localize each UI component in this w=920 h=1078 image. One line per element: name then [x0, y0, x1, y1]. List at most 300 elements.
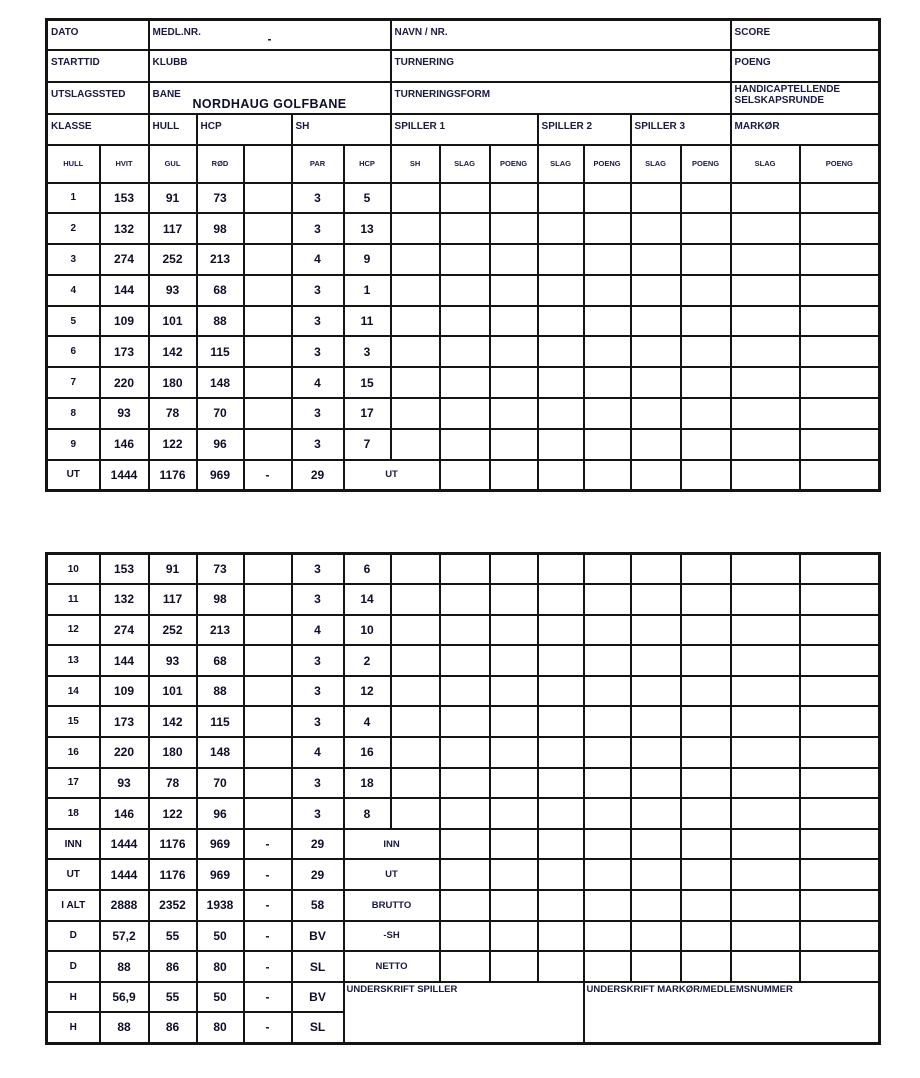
- summary-row: [47, 829, 880, 860]
- hole-row: [47, 737, 880, 768]
- summary-label-cell: UT: [344, 460, 440, 491]
- poeng-p1-cell: [490, 336, 538, 367]
- hvit-cell: 56,9: [100, 982, 149, 1013]
- poeng-p3-cell: [681, 706, 731, 737]
- hull-cell: 6: [47, 336, 100, 367]
- poeng-p1-cell: [490, 829, 538, 860]
- summary-label-cell: NETTO: [344, 951, 440, 982]
- par-cell: 4: [292, 615, 344, 646]
- slag-p2-cell: [538, 398, 584, 429]
- rod-cell: 969: [197, 859, 244, 890]
- par-cell: 3: [292, 584, 344, 615]
- slag-p3-cell: [631, 306, 681, 337]
- navn-label: NAVN / NR.: [394, 27, 448, 38]
- poeng-markor-cell: [800, 213, 880, 244]
- poeng-p2-cell: [584, 429, 631, 460]
- par-cell: 3: [292, 306, 344, 337]
- slag-p1-cell: [440, 859, 490, 890]
- poeng-p2-cell: [584, 706, 631, 737]
- group-spiller1: [391, 114, 538, 145]
- hvit-cell: 274: [100, 244, 149, 275]
- poeng-p3-header: POENG: [681, 145, 731, 183]
- slag-markor-cell: [731, 676, 800, 707]
- tee-blank-cell: [244, 706, 292, 737]
- summary-row: [47, 460, 880, 491]
- poeng-p2-cell: [584, 183, 631, 214]
- sh-cell: [391, 737, 440, 768]
- poeng-p1-cell: [490, 615, 538, 646]
- poeng-p1-cell: [490, 554, 538, 585]
- turneringsform-field: [391, 82, 731, 114]
- rod-cell: 148: [197, 737, 244, 768]
- slag-p1-cell: [440, 890, 490, 921]
- hole-row: [47, 398, 880, 429]
- slag-markor-cell: [731, 798, 800, 829]
- slag-p1-cell: [440, 398, 490, 429]
- info-row-3: [47, 82, 880, 114]
- hull-cell: 7: [47, 367, 100, 398]
- hvit-cell: 1444: [100, 829, 149, 860]
- gul-cell: 122: [149, 798, 197, 829]
- par-cell: 3: [292, 183, 344, 214]
- hcp-cell: 4: [344, 706, 391, 737]
- hcp-group-label: HCP: [200, 120, 222, 132]
- hcp-cell: 13: [344, 213, 391, 244]
- slag-p2-cell: [538, 951, 584, 982]
- poeng-p1-cell: [490, 275, 538, 306]
- hcp-cell: 16: [344, 737, 391, 768]
- summary-row: [47, 890, 880, 921]
- course-name: NORDHAUG GOLFBANE: [192, 96, 347, 111]
- hull-cell: 5: [47, 306, 100, 337]
- rod-cell: 80: [197, 951, 244, 982]
- slag-p3-cell: [631, 244, 681, 275]
- poeng-p3-cell: [681, 615, 731, 646]
- hull-cell: H: [47, 1012, 100, 1043]
- slag-p2-cell: [538, 921, 584, 952]
- rod-cell: 50: [197, 921, 244, 952]
- slag-p3-cell: [631, 615, 681, 646]
- slag-p3-header: SLAG: [631, 145, 681, 183]
- tee-blank-cell: -: [244, 460, 292, 491]
- hole-row: [47, 554, 880, 585]
- slag-markor-cell: [731, 367, 800, 398]
- slag-p1-cell: [440, 768, 490, 799]
- sh-cell: [391, 615, 440, 646]
- slag-markor-cell: [731, 584, 800, 615]
- sh-cell: [391, 275, 440, 306]
- tee-blank-cell: [244, 676, 292, 707]
- poeng-p3-cell: [681, 890, 731, 921]
- hcp-cell: 18: [344, 768, 391, 799]
- group-sh: [292, 114, 391, 145]
- slag-p3-cell: [631, 890, 681, 921]
- hole-row: [47, 336, 880, 367]
- poeng-p2-cell: [584, 584, 631, 615]
- hole-row: [47, 183, 880, 214]
- hole-row: [47, 429, 880, 460]
- slag-p2-cell: [538, 584, 584, 615]
- hole-row: [47, 706, 880, 737]
- hcp-cell: 17: [344, 398, 391, 429]
- par-cell: 3: [292, 275, 344, 306]
- sh-cell: [391, 336, 440, 367]
- hull-cell: 17: [47, 768, 100, 799]
- bane-field: [149, 82, 391, 114]
- poeng-p3-cell: [681, 798, 731, 829]
- slag-p1-cell: [440, 615, 490, 646]
- slag-p1-cell: [440, 676, 490, 707]
- slag-markor-cell: [731, 615, 800, 646]
- slag-p2-cell: [538, 336, 584, 367]
- hull-cell: 4: [47, 275, 100, 306]
- hcp-cell: 10: [344, 615, 391, 646]
- sh-cell: [391, 183, 440, 214]
- par-cell: 3: [292, 398, 344, 429]
- hcp-cell: 9: [344, 244, 391, 275]
- slag-p1-cell: [440, 244, 490, 275]
- slag-p2-cell: [538, 244, 584, 275]
- rod-cell: 148: [197, 367, 244, 398]
- tee-blank-cell: [244, 336, 292, 367]
- poeng-p1-cell: [490, 429, 538, 460]
- tee-blank-cell: [244, 306, 292, 337]
- slag-markor-cell: [731, 429, 800, 460]
- tee-blank-cell: -: [244, 921, 292, 952]
- dato-label: DATO: [51, 27, 79, 38]
- gul-cell: 117: [149, 213, 197, 244]
- slag-p3-cell: [631, 429, 681, 460]
- slag-p2-cell: [538, 645, 584, 676]
- poeng-p3-cell: [681, 336, 731, 367]
- poeng-p1-cell: [490, 367, 538, 398]
- par-cell: 58: [292, 890, 344, 921]
- slag-p1-cell: [440, 336, 490, 367]
- turneringsform-label: TURNERINGSFORM: [394, 88, 491, 100]
- hvit-cell: 132: [100, 213, 149, 244]
- tee-blank-cell: [244, 737, 292, 768]
- poeng-p3-cell: [681, 859, 731, 890]
- poeng-p3-cell: [681, 921, 731, 952]
- hcp-cell: 5: [344, 183, 391, 214]
- poeng-p1-cell: [490, 306, 538, 337]
- hvit-cell: 146: [100, 429, 149, 460]
- hull-cell: UT: [47, 859, 100, 890]
- slag-markor-cell: [731, 737, 800, 768]
- poeng-p2-cell: [584, 244, 631, 275]
- slag-markor-cell: [731, 306, 800, 337]
- spiller2-label: SPILLER 2: [541, 120, 593, 132]
- starttid-label: STARTTID: [51, 56, 100, 68]
- poeng-p1-cell: [490, 183, 538, 214]
- gul-cell: 1176: [149, 859, 197, 890]
- hull-cell: 16: [47, 737, 100, 768]
- spiller3-label: SPILLER 3: [634, 120, 686, 132]
- par-cell: 3: [292, 429, 344, 460]
- summary-label-cell: INN: [344, 829, 440, 860]
- slag-p3-cell: [631, 829, 681, 860]
- poeng-markor-cell: [800, 921, 880, 952]
- sh-cell: [391, 645, 440, 676]
- hvit-cell: 220: [100, 367, 149, 398]
- slag-p2-cell: [538, 737, 584, 768]
- poeng-p2-cell: [584, 275, 631, 306]
- slag-p1-cell: [440, 737, 490, 768]
- par-cell: 3: [292, 554, 344, 585]
- poeng-p1-cell: [490, 676, 538, 707]
- gul-cell: 78: [149, 398, 197, 429]
- slag-p1-cell: [440, 429, 490, 460]
- gul-cell: 122: [149, 429, 197, 460]
- rod-cell: 969: [197, 460, 244, 491]
- slag-p2-cell: [538, 275, 584, 306]
- hull-header: HULL: [47, 145, 100, 183]
- gul-cell: 252: [149, 244, 197, 275]
- slag-p2-cell: [538, 859, 584, 890]
- poeng-label: POENG: [734, 56, 771, 68]
- underskrift-spiller-box: UNDERSKRIFT SPILLER: [344, 982, 584, 1043]
- par-cell: 3: [292, 706, 344, 737]
- hull-cell: 12: [47, 615, 100, 646]
- slag-p2-cell: [538, 890, 584, 921]
- hole-row: [47, 244, 880, 275]
- slag-markor-cell: [731, 890, 800, 921]
- par-cell: 3: [292, 768, 344, 799]
- slag-p3-cell: [631, 951, 681, 982]
- hole-row: [47, 213, 880, 244]
- turnering-field: [391, 50, 731, 82]
- slag-p1-cell: [440, 306, 490, 337]
- poeng-p1-cell: [490, 921, 538, 952]
- hvit-cell: 1444: [100, 460, 149, 491]
- tee-blank-cell: -: [244, 1012, 292, 1043]
- handicap-label: HANDICAPTELLENDE SELSKAPSRUNDE: [734, 83, 841, 106]
- poeng-p1-cell: [490, 737, 538, 768]
- poeng-p2-cell: [584, 798, 631, 829]
- poeng-p3-cell: [681, 398, 731, 429]
- gul-cell: 117: [149, 584, 197, 615]
- slag-p1-cell: [440, 183, 490, 214]
- rod-cell: 213: [197, 615, 244, 646]
- hcp-cell: 2: [344, 645, 391, 676]
- gul-cell: 93: [149, 645, 197, 676]
- rod-header: RØD: [197, 145, 244, 183]
- hole-row: [47, 798, 880, 829]
- poeng-p3-cell: [681, 737, 731, 768]
- rod-cell: 80: [197, 1012, 244, 1043]
- slag-markor-cell: [731, 951, 800, 982]
- slag-p3-cell: [631, 737, 681, 768]
- slag-markor-cell: [731, 706, 800, 737]
- poeng-p2-cell: [584, 829, 631, 860]
- tee-blank-header: [244, 145, 292, 183]
- gul-cell: 91: [149, 554, 197, 585]
- tee-blank-cell: [244, 367, 292, 398]
- hole-row: [47, 306, 880, 337]
- sh-cell: [391, 768, 440, 799]
- poeng-p2-cell: [584, 615, 631, 646]
- hull-cell: 9: [47, 429, 100, 460]
- poeng-p1-cell: [490, 460, 538, 491]
- hvit-cell: 1444: [100, 859, 149, 890]
- hvit-cell: 220: [100, 737, 149, 768]
- rod-cell: 115: [197, 706, 244, 737]
- hull-cell: 10: [47, 554, 100, 585]
- hull-cell: 13: [47, 645, 100, 676]
- poeng-p3-cell: [681, 213, 731, 244]
- poeng-p2-cell: [584, 768, 631, 799]
- summary-row: [47, 859, 880, 890]
- gul-cell: 86: [149, 951, 197, 982]
- rod-cell: 98: [197, 584, 244, 615]
- tee-blank-cell: [244, 768, 292, 799]
- rod-cell: 115: [197, 336, 244, 367]
- summary-label-cell: UT: [344, 859, 440, 890]
- poeng-p2-cell: [584, 921, 631, 952]
- hcp-cell: 1: [344, 275, 391, 306]
- sh-cell: [391, 306, 440, 337]
- sh-cell: [391, 244, 440, 275]
- group-markor: [731, 114, 880, 145]
- hcp-cell: 11: [344, 306, 391, 337]
- slag-p2-cell: [538, 615, 584, 646]
- gul-cell: 91: [149, 183, 197, 214]
- poeng-p2-cell: [584, 460, 631, 491]
- poeng-markor-cell: [800, 737, 880, 768]
- slag-p2-cell: [538, 676, 584, 707]
- tee-blank-cell: -: [244, 859, 292, 890]
- slag-p2-cell: [538, 367, 584, 398]
- slag-p2-cell: [538, 768, 584, 799]
- hole-row: [47, 275, 880, 306]
- slag-p3-cell: [631, 768, 681, 799]
- poeng-p1-cell: [490, 951, 538, 982]
- hole-row: [47, 584, 880, 615]
- group-spiller2: [538, 114, 631, 145]
- sh-cell: [391, 554, 440, 585]
- rod-cell: 70: [197, 768, 244, 799]
- poeng-markor-header: POENG: [800, 145, 880, 183]
- poeng-p2-cell: [584, 398, 631, 429]
- sh-cell: [391, 584, 440, 615]
- group-header-row: [47, 114, 880, 145]
- markor-label: MARKØR: [734, 120, 780, 132]
- hull-cell: 18: [47, 798, 100, 829]
- poeng-markor-cell: [800, 951, 880, 982]
- poeng-p1-cell: [490, 768, 538, 799]
- poeng-markor-cell: [800, 768, 880, 799]
- par-cell: SL: [292, 951, 344, 982]
- hvit-cell: 146: [100, 798, 149, 829]
- slag-p3-cell: [631, 183, 681, 214]
- gul-cell: 2352: [149, 890, 197, 921]
- slag-markor-cell: [731, 859, 800, 890]
- poeng-markor-cell: [800, 798, 880, 829]
- slag-markor-cell: [731, 554, 800, 585]
- slag-p1-cell: [440, 645, 490, 676]
- poeng-p1-cell: [490, 859, 538, 890]
- slag-p1-cell: [440, 275, 490, 306]
- utslagssted-label: UTSLAGSSTED: [51, 88, 126, 100]
- slag-p2-cell: [538, 429, 584, 460]
- slag-p1-cell: [440, 921, 490, 952]
- score-field: [731, 20, 880, 50]
- slag-markor-cell: [731, 768, 800, 799]
- tee-blank-cell: -: [244, 951, 292, 982]
- hvit-cell: 153: [100, 554, 149, 585]
- group-klasse: [47, 114, 149, 145]
- slag-markor-cell: [731, 213, 800, 244]
- klubb-field: [149, 50, 391, 82]
- hull-cell: D: [47, 921, 100, 952]
- par-cell: SL: [292, 1012, 344, 1043]
- gul-cell: 252: [149, 615, 197, 646]
- poeng-p2-cell: [584, 213, 631, 244]
- poeng-p3-cell: [681, 768, 731, 799]
- gul-cell: 93: [149, 275, 197, 306]
- slag-markor-cell: [731, 336, 800, 367]
- slag-p2-cell: [538, 306, 584, 337]
- hcp-header: HCP: [344, 145, 391, 183]
- poeng-p2-cell: [584, 859, 631, 890]
- poeng-markor-cell: [800, 859, 880, 890]
- slag-p2-cell: [538, 798, 584, 829]
- hull-cell: 1: [47, 183, 100, 214]
- handicap-row: [47, 982, 880, 1013]
- tee-blank-cell: [244, 645, 292, 676]
- rod-cell: 68: [197, 275, 244, 306]
- gul-cell: 101: [149, 306, 197, 337]
- poeng-markor-cell: [800, 367, 880, 398]
- group-hcp: [197, 114, 292, 145]
- rod-cell: 213: [197, 244, 244, 275]
- poeng-p2-cell: [584, 890, 631, 921]
- slag-p3-cell: [631, 213, 681, 244]
- poeng-p3-cell: [681, 645, 731, 676]
- hvit-header: HVIT: [100, 145, 149, 183]
- rod-cell: 88: [197, 676, 244, 707]
- par-cell: 3: [292, 336, 344, 367]
- poeng-p3-cell: [681, 367, 731, 398]
- par-cell: 4: [292, 737, 344, 768]
- slag-p3-cell: [631, 584, 681, 615]
- poeng-p2-cell: [584, 676, 631, 707]
- hvit-cell: 57,2: [100, 921, 149, 952]
- poeng-markor-cell: [800, 244, 880, 275]
- par-cell: 29: [292, 829, 344, 860]
- hvit-cell: 93: [100, 768, 149, 799]
- slag-p2-cell: [538, 554, 584, 585]
- gul-cell: 78: [149, 768, 197, 799]
- poeng-markor-cell: [800, 554, 880, 585]
- slag-p1-cell: [440, 460, 490, 491]
- rod-cell: 98: [197, 213, 244, 244]
- slag-p3-cell: [631, 367, 681, 398]
- slag-p2-cell: [538, 460, 584, 491]
- hole-row: [47, 768, 880, 799]
- summary-row: [47, 921, 880, 952]
- rod-cell: 50: [197, 982, 244, 1013]
- poeng-p1-cell: [490, 798, 538, 829]
- hull-group-label: HULL: [152, 120, 180, 132]
- poeng-markor-cell: [800, 429, 880, 460]
- navn-field: [391, 20, 731, 50]
- poeng-p1-cell: [490, 213, 538, 244]
- hvit-cell: 153: [100, 183, 149, 214]
- tee-blank-cell: [244, 554, 292, 585]
- slag-p3-cell: [631, 275, 681, 306]
- medlnr-field: [149, 20, 391, 50]
